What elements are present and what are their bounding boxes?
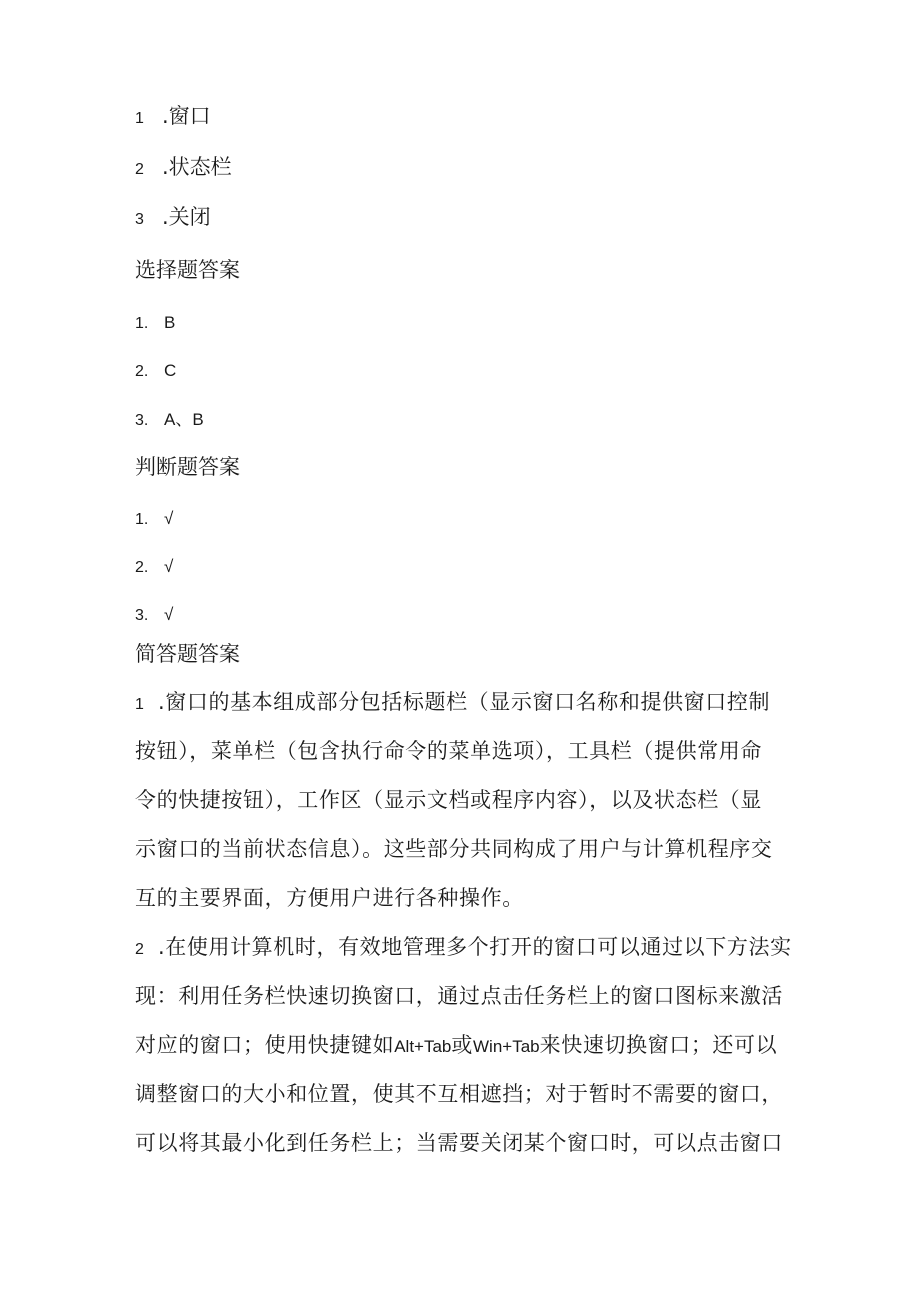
item-number: 2.	[135, 559, 149, 576]
choice-answer-1	[135, 307, 175, 338]
short-answer-2	[135, 923, 795, 1168]
paragraph-line: 2 .在使用计算机时，有效地管理多个打开的窗口可以通过以下方法实	[135, 923, 795, 972]
item-number: 1	[135, 696, 145, 713]
paragraph-line: 互的主要界面，方便用户进行各种操作。	[135, 886, 524, 910]
judge-heading: 判断题答案	[135, 455, 240, 479]
item-number: 3.	[135, 607, 149, 624]
answer-text: A、B	[164, 410, 204, 429]
paragraph-line: 示窗口的当前状态信息）。这些部分共同构成了用户与计算机程序交	[135, 837, 773, 861]
short-answer-heading: 简答题答案	[135, 642, 240, 666]
paragraph-line: 调整窗口的大小和位置，使其不互相遮挡；对于暂时不需要的窗口，	[135, 1082, 783, 1106]
judge-answer-2	[135, 551, 173, 582]
paragraph-line: 1 .窗口的基本组成部分包括标题栏（显示窗口名称和提供窗口控制	[135, 678, 795, 727]
paragraph-line: 令的快捷按钮），工作区（显示文档或程序内容），以及状态栏（显	[135, 788, 762, 812]
answer-text: .关闭	[162, 205, 211, 229]
fill-answer-1	[135, 102, 211, 133]
item-number: 1.	[135, 511, 149, 528]
shortcut-text: Alt+Tab	[394, 1037, 452, 1056]
judge-answer-3	[135, 599, 173, 630]
shortcut-text: Win+Tab	[473, 1037, 540, 1056]
judge-answer-1	[135, 503, 173, 534]
short-answer-1	[135, 678, 795, 923]
fill-answer-3	[135, 203, 211, 234]
item-number: 1.	[135, 315, 149, 332]
item-number: 2	[135, 161, 144, 178]
item-number: 1	[135, 110, 144, 127]
paragraph-line: 对应的窗口；使用快捷键如Alt+Tab或Win+Tab来快速切换窗口；还可以	[135, 1033, 778, 1057]
choice-answer-2	[135, 355, 176, 386]
answer-text: .状态栏	[162, 155, 232, 179]
item-number: 2	[135, 941, 145, 958]
answer-text: B	[164, 313, 176, 332]
answer-text: √	[164, 509, 174, 528]
item-number: 3	[135, 211, 144, 228]
choice-answer-3	[135, 404, 204, 435]
fill-answer-2	[135, 153, 232, 184]
answer-text: .窗口	[162, 104, 211, 128]
choice-heading: 选择题答案	[135, 258, 240, 282]
answer-text: C	[164, 361, 177, 380]
paragraph-line: 按钮），菜单栏（包含执行命令的菜单选项），工具栏（提供常用命	[135, 739, 762, 763]
answer-text: √	[164, 557, 174, 576]
answer-text: √	[164, 605, 174, 624]
item-number: 3.	[135, 412, 149, 429]
paragraph-line: 现：利用任务栏快速切换窗口，通过点击任务栏上的窗口图标来激活	[135, 984, 783, 1008]
paragraph-line: 可以将其最小化到任务栏上；当需要关闭某个窗口时，可以点击窗口	[135, 1131, 783, 1155]
item-number: 2.	[135, 363, 149, 380]
